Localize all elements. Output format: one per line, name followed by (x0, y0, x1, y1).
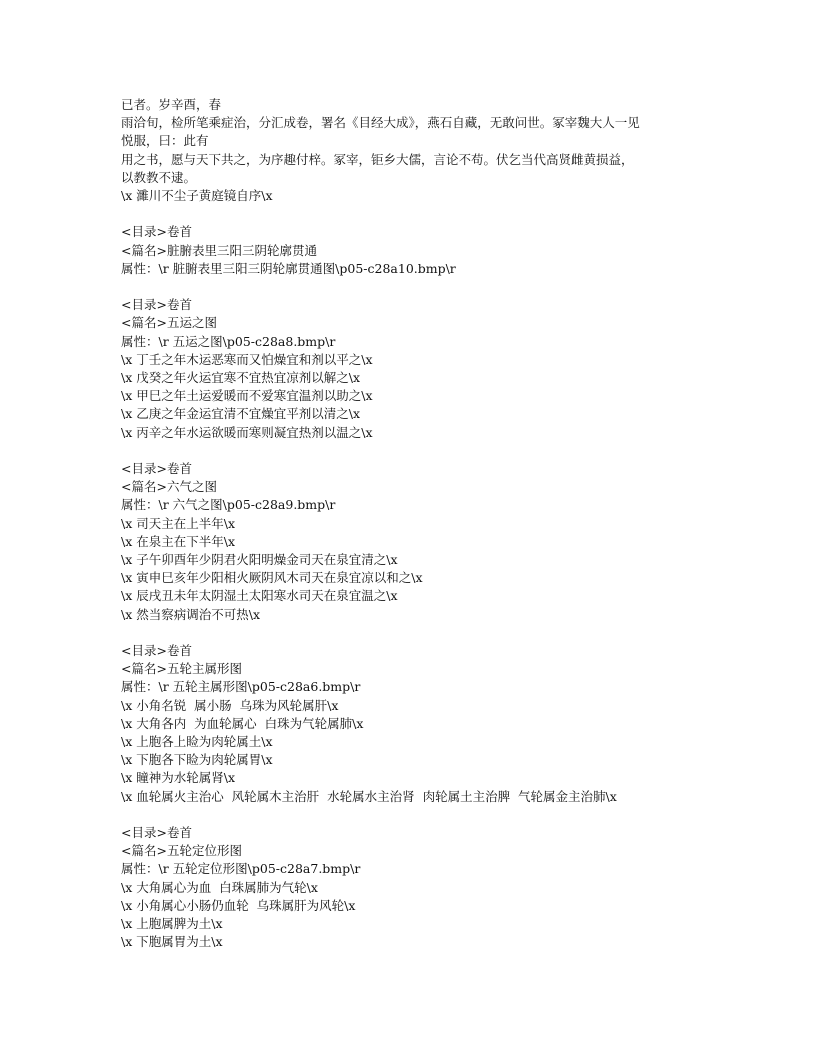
section-item: \x 小角属心小肠仍血轮 乌珠属肝为风轮\x (121, 897, 356, 913)
blank-line (121, 806, 711, 824)
preface-line: 用之书，愿与天下共之，为序趣付梓。冢宰，钜乡大儒，言论不苟。伏乞当代高贤雌黄损益， (121, 151, 634, 167)
section-pianming: <篇名>五运之图 (121, 315, 217, 331)
section-item: \x 寅申巳亥年少阳相火厥阴风木司天在泉宜凉以和之\x (121, 570, 423, 586)
section-item: \x 上胞各上睑为肉轮属土\x (121, 734, 273, 750)
section-item: \x 子午卯酉年少阴君火阳明燥金司天在泉宜清之\x (121, 552, 398, 568)
preface-signature: \x 濉川不尘子黄庭镜自序\x (121, 188, 273, 204)
section-block (121, 296, 711, 442)
section-item: \x 瞳神为水轮属肾\x (121, 770, 235, 786)
section-item: \x 戊癸之年火运宜寒不宜热宜凉剂以解之\x (121, 370, 360, 386)
section-block (121, 824, 711, 951)
section-item: \x 乙庚之年金运宜清不宜燥宜平剂以清之\x (121, 406, 360, 422)
preface-line: 已者。岁辛酉，春 (121, 97, 222, 112)
blank-line (121, 205, 711, 223)
section-mulu: <目录>卷首 (121, 825, 192, 841)
section-pianming: <篇名>六气之图 (121, 479, 217, 495)
section-block (121, 223, 711, 278)
section-mulu: <目录>卷首 (121, 643, 192, 659)
section-mulu: <目录>卷首 (121, 461, 192, 477)
section-shuxing: 属性：\r 五轮定位形图\p05-c28a7.bmp\r (121, 861, 361, 877)
preface-block (121, 96, 711, 205)
section-item: \x 然当察病调治不可热\x (121, 606, 260, 622)
section-item: \x 大角属心为血 白珠属肺为气轮\x (121, 879, 318, 895)
section-shuxing: 属性：\r 六气之图\p05-c28a9.bmp\r (121, 497, 336, 513)
section-item: \x 上胞属脾为土\x (121, 916, 223, 932)
section-item: \x 司天主在上半年\x (121, 515, 235, 531)
preface-line: 悦服，曰：此有 (121, 133, 209, 149)
section-item: \x 丁壬之年木运恶寒而又怕燥宜和剂以平之\x (121, 351, 373, 367)
section-shuxing: 属性：\r 脏腑表里三阳三阴轮廓贯通图\p05-c28a10.bmp\r (121, 260, 456, 276)
section-mulu: <目录>卷首 (121, 297, 192, 313)
section-item: \x 下胞属胃为土\x (121, 934, 223, 950)
section-item: \x 小角名锐 属小肠 乌珠为风轮属肝\x (121, 697, 339, 713)
blank-line (121, 624, 711, 642)
document-page (121, 96, 711, 951)
section-pianming: <篇名>五轮主属形图 (121, 661, 242, 677)
preface-line: 雨洽旬，检所笔乘症治，分汇成卷，署名《目经大成》，燕石自藏，无敢问世。冢宰魏大人一见 (121, 115, 640, 131)
section-item: \x 大角各内 为血轮属心 白珠为气轮属肺\x (121, 715, 364, 731)
section-item: \x 丙辛之年水运欲暖而寒则凝宜热剂以温之\x (121, 424, 373, 440)
preface-line: 以教教不逮。 (121, 169, 197, 185)
section-block (121, 642, 711, 806)
section-item: \x 辰戌丑未年太阴湿土太阳寒水司天在泉宜温之\x (121, 588, 398, 604)
section-pianming: <篇名>脏腑表里三阳三阴轮廓贯通 (121, 242, 317, 258)
section-item: \x 下胞各下睑为肉轮属胃\x (121, 752, 273, 768)
section-item: \x 甲巳之年土运爱暖而不爱寒宜温剂以助之\x (121, 388, 373, 404)
section-pianming: <篇名>五轮定位形图 (121, 843, 242, 859)
blank-line (121, 442, 711, 460)
section-item: \x 血轮属火主治心 风轮属木主治肝 水轮属水主治肾 肉轮属土主治脾 气轮属金主治肺\x (121, 788, 617, 804)
section-shuxing: 属性：\r 五运之图\p05-c28a8.bmp\r (121, 333, 336, 349)
section-shuxing: 属性：\r 五轮主属形图\p05-c28a6.bmp\r (121, 679, 361, 695)
blank-line (121, 278, 711, 296)
section-block (121, 460, 711, 624)
section-mulu: <目录>卷首 (121, 224, 192, 240)
section-item: \x 在泉主在下半年\x (121, 533, 235, 549)
